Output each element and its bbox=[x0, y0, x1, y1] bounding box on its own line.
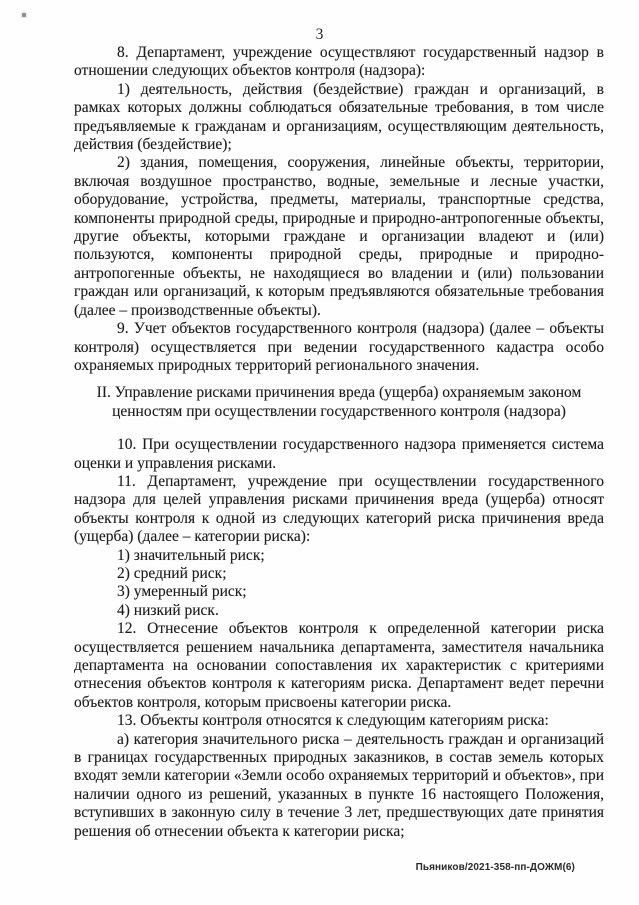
paragraph-12: 12. Отнесение объектов контроля к определенной категории риска осуществляется решением начальника департамента, заместителя начальника департамента на основании сопоставления их характеристик с критериями отнесения объектов контроля к категориям риска. Департамент ведет перечни объектов контроля, которым присвоены категории риска. bbox=[74, 620, 604, 711]
paragraph-11: 11. Департамент, учреждение при осуществлении государственного надзора для целей управления рисками причинения вреда (ущерба) относят объекты контроля к одной из следующих категорий риска причинения вреда (ущерба) (далее – категории риска): bbox=[74, 472, 604, 546]
paragraph-9: 9. Учет объектов государственного контроля (надзора) (далее – объекты контроля) осуществляется при ведении государственного кадастра особо охраняемых природных территорий регионального значения. bbox=[74, 320, 604, 374]
risk-list-item-2: 2) средний риск; bbox=[117, 564, 227, 582]
paragraph-8-subitem-1: 1) деятельность, действия (бездействие) граждан и организаций, в рамках которых должны соблюдаться обязательные требования, в том числе предъявляемые к гражданам и организациям, осуществляющим деятельность, действия (бездействие); bbox=[74, 80, 604, 154]
risk-list-item-3: 3) умеренный риск; bbox=[117, 583, 247, 601]
risk-list-item-4: 4) низкий риск. bbox=[117, 601, 219, 619]
risk-list-item-1: 1) значительный риск; bbox=[117, 546, 265, 564]
paragraph-8-subitem-2: 2) здания, помещения, сооружения, линейные объекты, территории, включая воздушное пространство, водные, земельные и лесные участки, оборудование, устройства, предметы, материалы, транспортные средства, компоненты природной среды, природные и природно-антропогенные объекты, другие объекты, которыми граждане и организации владеют и (или) пользуются, компоненты природной среды, природные и природно-антропогенные объекты, не находящиеся во владении и (или) пользовании граждан или организаций, к которым предъявляются обязательные требования (далее – производственные объекты). bbox=[74, 154, 604, 319]
paragraph-10: 10. При осуществлении государственного надзора применяется система оценки и управления рисками. bbox=[74, 436, 604, 472]
page-number: 3 bbox=[315, 26, 324, 43]
document-body bbox=[74, 44, 604, 841]
paragraph-8: 8. Департамент, учреждение осуществляют государственный надзор в отношении следующих объектов контроля (надзора): bbox=[74, 44, 604, 80]
document-reference-code: Пьяников/2021-358-пп-ДОЖМ(6) bbox=[415, 862, 575, 873]
paragraph-13: 13. Объекты контроля относятся к следующим категориям риска: bbox=[117, 712, 549, 730]
scan-artifact-speck bbox=[22, 13, 26, 17]
paragraph-13-subitem-a: а) категория значительного риска – деятельность граждан и организаций в границах государственных природных заказников, в состав земель которых входят земли категории «Земли особо охраняемых территорий и объектов», при наличии одного из решений, указанных в пункте 16 настоящего Положения, вступивших в законную силу в течение 3 лет, предшествующих дате принятия решения об отнесении объекта к категории риска; bbox=[74, 730, 604, 840]
section-heading-2: II. Управление рисками причинения вреда (ущерба) охраняемым законом ценностям при осуществлении государственного контроля (надзора) bbox=[96, 384, 582, 420]
